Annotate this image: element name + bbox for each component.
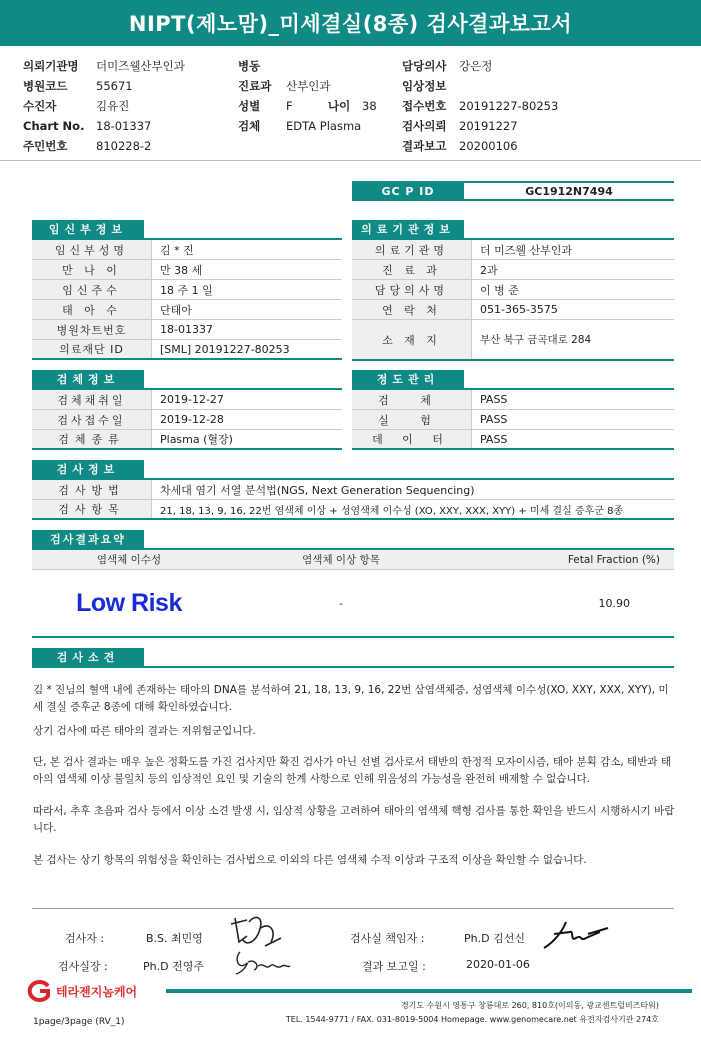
section-title: 정도관리 <box>352 370 464 388</box>
table-row <box>32 240 342 260</box>
field-value: 20191227 <box>459 119 518 133</box>
column-header: 염색체 이상 항목 <box>302 554 380 566</box>
row-label: 검체종류 <box>32 430 152 448</box>
row-label: 소 재 지 <box>352 320 472 359</box>
row-label: 병원차트번호 <box>32 320 152 339</box>
pregnancy-section <box>32 220 342 360</box>
section-title: 검사소견 <box>32 648 144 666</box>
summary-result-row <box>32 570 674 638</box>
row-label: 임신부성명 <box>32 240 152 259</box>
table-row <box>352 320 674 361</box>
footer-address: 경기도 수원시 영통구 창룡대로 260, 810호(이의동, 광교센트럴비즈타워) <box>400 1001 659 1010</box>
section-title: 검사정보 <box>32 460 144 478</box>
findings-section <box>32 648 674 668</box>
table-row <box>32 320 342 340</box>
table-row <box>32 430 342 450</box>
header-right <box>402 59 558 159</box>
examiner-label: 검사자 : <box>65 932 105 945</box>
field-value: 강은정 <box>459 59 493 73</box>
table-row <box>32 390 342 410</box>
header-row <box>23 99 185 119</box>
column-header: 염색체 이수성 <box>96 554 162 566</box>
row-label: 연 락 처 <box>352 300 472 319</box>
field-value: 20200106 <box>459 139 518 153</box>
table-row <box>32 260 342 280</box>
field-label: 임상정보 <box>402 79 447 93</box>
lab-head-signature <box>540 914 612 954</box>
table-row <box>352 430 674 450</box>
row-label: 태 아 수 <box>32 300 152 319</box>
field-label: 병원코드 <box>23 79 68 93</box>
director-label: 검사실장 : <box>58 960 108 973</box>
field-value: 18-01337 <box>96 119 152 133</box>
table-row <box>352 410 674 430</box>
summary-header-row <box>32 550 674 570</box>
gcpid-value: GC1912N7494 <box>525 184 613 198</box>
company-name: 테라젠지놈케어 <box>56 984 138 999</box>
field-label: 의뢰기관명 <box>23 59 79 73</box>
table-row <box>352 280 674 300</box>
table-row <box>32 410 342 430</box>
abnormal-items: - <box>339 596 343 610</box>
finding-paragraph: 김 * 진님의 혈액 내에 존재하는 태아의 DNA를 분석하여 21, 18, 13, 9, 16, 22번 삼염색체증, 성염색체 이수성(XO, XXY, XXX, XYY), 미세 결실 증후군 8종에 대해 확인하였습니다. <box>33 684 669 713</box>
section-title: 의료기관정보 <box>352 220 464 238</box>
header-divider <box>0 160 701 161</box>
field-value: 38 <box>362 99 377 113</box>
table-row <box>352 300 674 320</box>
row-value: Plasma (혈장) <box>160 433 233 446</box>
row-label: 의료재단 ID <box>32 340 152 358</box>
field-label: 검사의뢰 <box>402 119 447 133</box>
column-header: Fetal Fraction (%) <box>567 553 660 566</box>
row-label: 실 험 <box>352 410 472 429</box>
row-value: 2과 <box>480 263 498 277</box>
header-row <box>402 139 558 159</box>
row-value: 18-01337 <box>160 323 213 336</box>
field-value: 더미즈웰산부인과 <box>96 59 185 73</box>
row-value: PASS <box>480 432 508 446</box>
row-value: 김 * 진 <box>160 243 194 257</box>
risk-result: Low Risk <box>76 588 182 617</box>
field-value: EDTA Plasma <box>286 119 362 133</box>
lab-head-label: 검사실 책임자 : <box>350 932 425 945</box>
header-row <box>23 139 185 159</box>
row-value: PASS <box>480 413 508 426</box>
header-row <box>402 79 558 99</box>
field-value: 산부인과 <box>286 79 331 93</box>
page-number: 1page/3page (RV_1) <box>33 1017 125 1027</box>
director-name: Ph.D 전영주 <box>143 960 204 973</box>
footer-contact: TEL. 1544-9771 / FAX. 031-8019-5004 Homepage. www.genomecare.net 유전자검사기관 274호 <box>285 1015 659 1024</box>
table-row <box>32 500 674 520</box>
row-value: 이 병 준 <box>480 283 519 297</box>
table-row <box>352 240 674 260</box>
header-row <box>402 99 558 119</box>
field-label: 접수번호 <box>402 99 447 113</box>
lab-head-name: Ph.D 김선신 <box>464 932 525 945</box>
company-logo <box>26 980 137 1002</box>
row-value: [SML] 20191227-80253 <box>160 342 290 356</box>
finding-paragraph: 단, 본 검사 결과는 매우 높은 정확도를 가진 검사지만 확진 검사가 아닌 선별 검사로서 태반의 한정적 모자이시즘, 태아 분획 감소, 태반과 태아의 염색체 이상 불일치 등의 임상적인 요인 및 기술의 한계 사항으로 인해 위음성의 가능성을 완전히 배제할 수 없습니다. <box>33 756 671 785</box>
field-value: 20191227-80253 <box>459 99 559 113</box>
row-value: PASS <box>480 393 508 406</box>
field-value: 55671 <box>96 79 133 93</box>
footer-rule <box>166 989 692 993</box>
row-label: 검체채취일 <box>32 390 152 409</box>
header-left <box>23 59 185 159</box>
row-label: 검 체 <box>352 390 472 409</box>
gcpid-box <box>352 181 674 201</box>
finding-paragraph: 따라서, 추후 초음파 검사 등에서 이상 소견 발생 시, 임상적 상황을 고려하여 태아의 염색체 핵형 검사를 통한 확인을 반드시 시행하시기 바랍니다. <box>33 805 675 834</box>
field-label: 담당의사 <box>402 59 447 73</box>
gcpid-label: GC P ID <box>352 183 464 199</box>
row-value: 부산 북구 금곡대로 284 <box>480 334 592 346</box>
row-label: 진 료 과 <box>352 260 472 279</box>
findings-divider <box>32 908 674 909</box>
table-row <box>32 340 342 360</box>
institution-section <box>352 220 674 361</box>
finding-paragraph: 상기 검사에 따른 태아의 결과는 저위험군입니다. <box>33 725 256 737</box>
section-title: 검사결과요약 <box>32 530 144 548</box>
row-label: 데 이 터 <box>352 430 472 448</box>
section-title: 검체정보 <box>32 370 144 388</box>
row-value: 더 미즈웰 산부인과 <box>480 243 573 257</box>
table-row <box>352 390 674 410</box>
header-row <box>238 79 377 99</box>
field-label: 나이 <box>328 99 351 113</box>
fetal-fraction: 10.90 <box>598 596 630 610</box>
finding-paragraph: 본 검사는 상기 항목의 위험성을 확인하는 검사법으로 이외의 다른 염색체 수적 이상과 구조적 이상을 확인할 수 없습니다. <box>33 854 587 866</box>
logo-icon <box>26 980 52 1002</box>
table-row <box>32 280 342 300</box>
field-label: 결과보고 <box>402 139 447 153</box>
row-label: 검사방법 <box>32 480 152 499</box>
row-label: 검사항목 <box>32 500 152 518</box>
row-label: 의료기관명 <box>352 240 472 259</box>
header-row <box>238 119 377 139</box>
report-date-value: 2020-01-06 <box>466 958 530 971</box>
field-label: 주민번호 <box>23 139 68 153</box>
table-row <box>352 260 674 280</box>
field-value: F <box>286 99 293 113</box>
table-row <box>32 300 342 320</box>
field-value: 810228-2 <box>96 139 152 153</box>
field-label: 검체 <box>238 119 261 133</box>
table-row <box>32 480 674 500</box>
field-label: 성별 <box>238 99 261 113</box>
summary-section <box>32 530 674 638</box>
section-title: 임신부정보 <box>32 220 144 238</box>
header-row <box>23 59 185 79</box>
row-value: 051-365-3575 <box>480 303 558 316</box>
header-row <box>238 99 377 119</box>
row-value: 만 38 세 <box>160 263 203 277</box>
row-value: 단태아 <box>160 303 192 317</box>
row-value: 18 주 1 일 <box>160 283 213 297</box>
header-row <box>402 59 558 79</box>
row-label: 임신주수 <box>32 280 152 299</box>
examiner-name: B.S. 최민영 <box>146 932 203 945</box>
section-rule <box>32 666 674 668</box>
report-title: NIPT(제노맘)_미세결실(8종) 검사결과보고서 <box>0 0 701 46</box>
qc-section <box>352 370 674 450</box>
field-label: Chart No. <box>23 119 85 133</box>
row-label: 담당의사명 <box>352 280 472 299</box>
row-value: 2019-12-27 <box>160 393 224 406</box>
report-date-label: 결과 보고일 : <box>362 960 426 973</box>
row-value: 2019-12-28 <box>160 413 224 426</box>
header-row <box>238 59 377 79</box>
row-label: 검사접수일 <box>32 410 152 429</box>
field-label: 병동 <box>238 59 261 73</box>
field-label: 수진자 <box>23 99 57 113</box>
specimen-section <box>32 370 342 450</box>
field-label: 진료과 <box>238 79 272 93</box>
header-mid <box>238 59 377 139</box>
row-value: 차세대 염기 서열 분석법(NGS, Next Generation Sequencing) <box>160 483 475 497</box>
test-section <box>32 460 674 520</box>
row-value: 21, 18, 13, 9, 16, 22번 염색체 이상 + 성염색체 이수성 (XO, XXY, XXX, XYY) + 미세 결실 증후군 8종 <box>160 505 624 517</box>
director-signature <box>230 944 294 978</box>
header-row <box>402 119 558 139</box>
header-row <box>23 119 185 139</box>
header-row <box>23 79 185 99</box>
row-label: 만 나 이 <box>32 260 152 279</box>
field-value: 김유진 <box>96 99 130 113</box>
